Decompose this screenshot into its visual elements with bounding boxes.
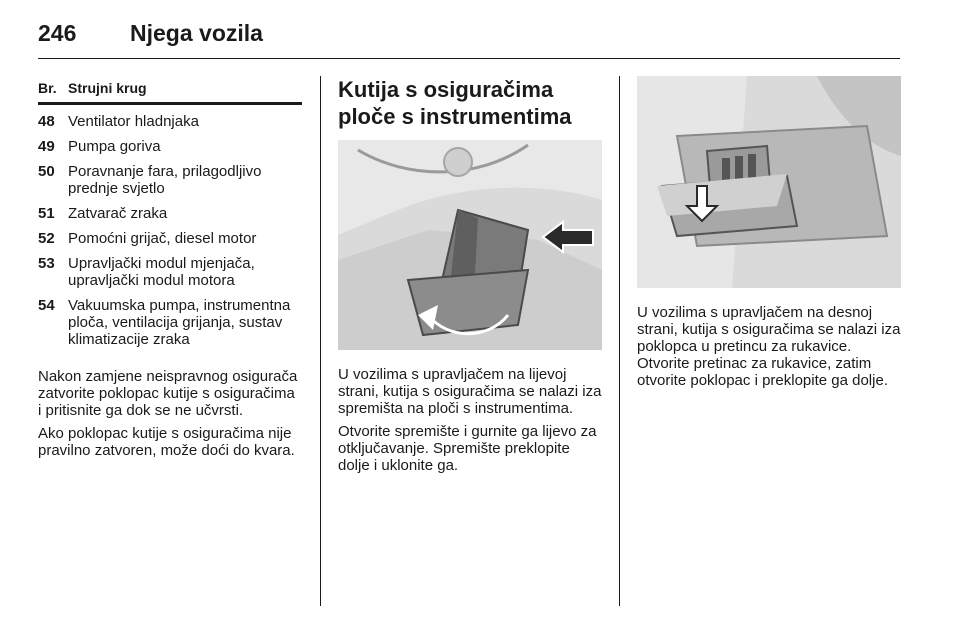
fuse-circuit: Upravljački modul mjenjača, upravljački modul motora (68, 255, 255, 289)
glovebox-fusebox-illustration (637, 76, 901, 288)
body-paragraph: Otvorite spremište i gurnite ga lijevo za otključavanje. Spremište preklopite dolje i uklonite ga. (338, 423, 597, 474)
table-row (38, 113, 302, 130)
chapter-title: Njega vozila (130, 20, 263, 46)
column-3 (637, 76, 901, 389)
table-row (38, 255, 302, 289)
table-row (38, 205, 302, 222)
fuse-circuit: Zatvarač zraka (68, 205, 168, 222)
table-row (38, 163, 302, 197)
fuse-circuit: Vakuumska pumpa, instrumentna ploča, ventilacija grijanja, sustav klimatizacije zraka (68, 297, 291, 348)
fuse-table-header (38, 76, 302, 100)
col-header-circuit: Strujni krug (68, 80, 147, 96)
page-header (38, 14, 900, 58)
instrument-panel-storage-illustration (338, 140, 602, 350)
table-row (38, 297, 302, 348)
fuse-circuit: Poravnanje fara, prilagodljivo prednje svjetlo (68, 163, 262, 197)
fuse-circuit: Pomoćni grijač, diesel motor (68, 230, 257, 247)
fuse-number: 48 (38, 113, 55, 130)
fuse-number: 50 (38, 163, 55, 180)
body-paragraph: U vozilima s upravljačem na desnoj strani, kutija s osiguračima se nalazi iza poklopca u pretincu za rukavice. Otvorite pretinac za rukavice, zatim otvorite poklopac i preklopite ga dolje. (637, 304, 901, 389)
fuse-circuit: Ventilator hladnjaka (68, 113, 199, 130)
body-paragraph: U vozilima s upravljačem na lijevoj strani, kutija s osiguračima se nalazi iza spremišta na ploči s instrumentima. (338, 366, 602, 417)
page-number: 246 (38, 20, 77, 46)
fuse-number: 51 (38, 205, 55, 222)
table-row (38, 138, 302, 155)
table-header-rule (38, 102, 302, 105)
section-title: Kutija s osiguračima ploče s instrumentima (338, 77, 572, 129)
body-paragraph: Ako poklopac kutije s osiguračima nije pravilno zatvoren, može doći do kvara. (38, 425, 295, 459)
table-row (38, 230, 302, 247)
column-2 (338, 76, 602, 474)
fuse-number: 49 (38, 138, 55, 155)
col-header-no: Br. (38, 80, 57, 96)
header-rule (38, 58, 900, 59)
fuse-number: 52 (38, 230, 55, 247)
column-divider-2 (619, 76, 620, 606)
body-paragraph: Nakon zamjene neispravnog osigurača zatvorite poklopac kutije s osiguračima i pritisnite ga dok se ne učvrsti. (38, 368, 298, 419)
column-1 (38, 76, 302, 459)
fuse-circuit: Pumpa goriva (68, 138, 161, 155)
column-divider-1 (320, 76, 321, 606)
fuse-number: 54 (38, 297, 55, 314)
fuse-number: 53 (38, 255, 55, 272)
